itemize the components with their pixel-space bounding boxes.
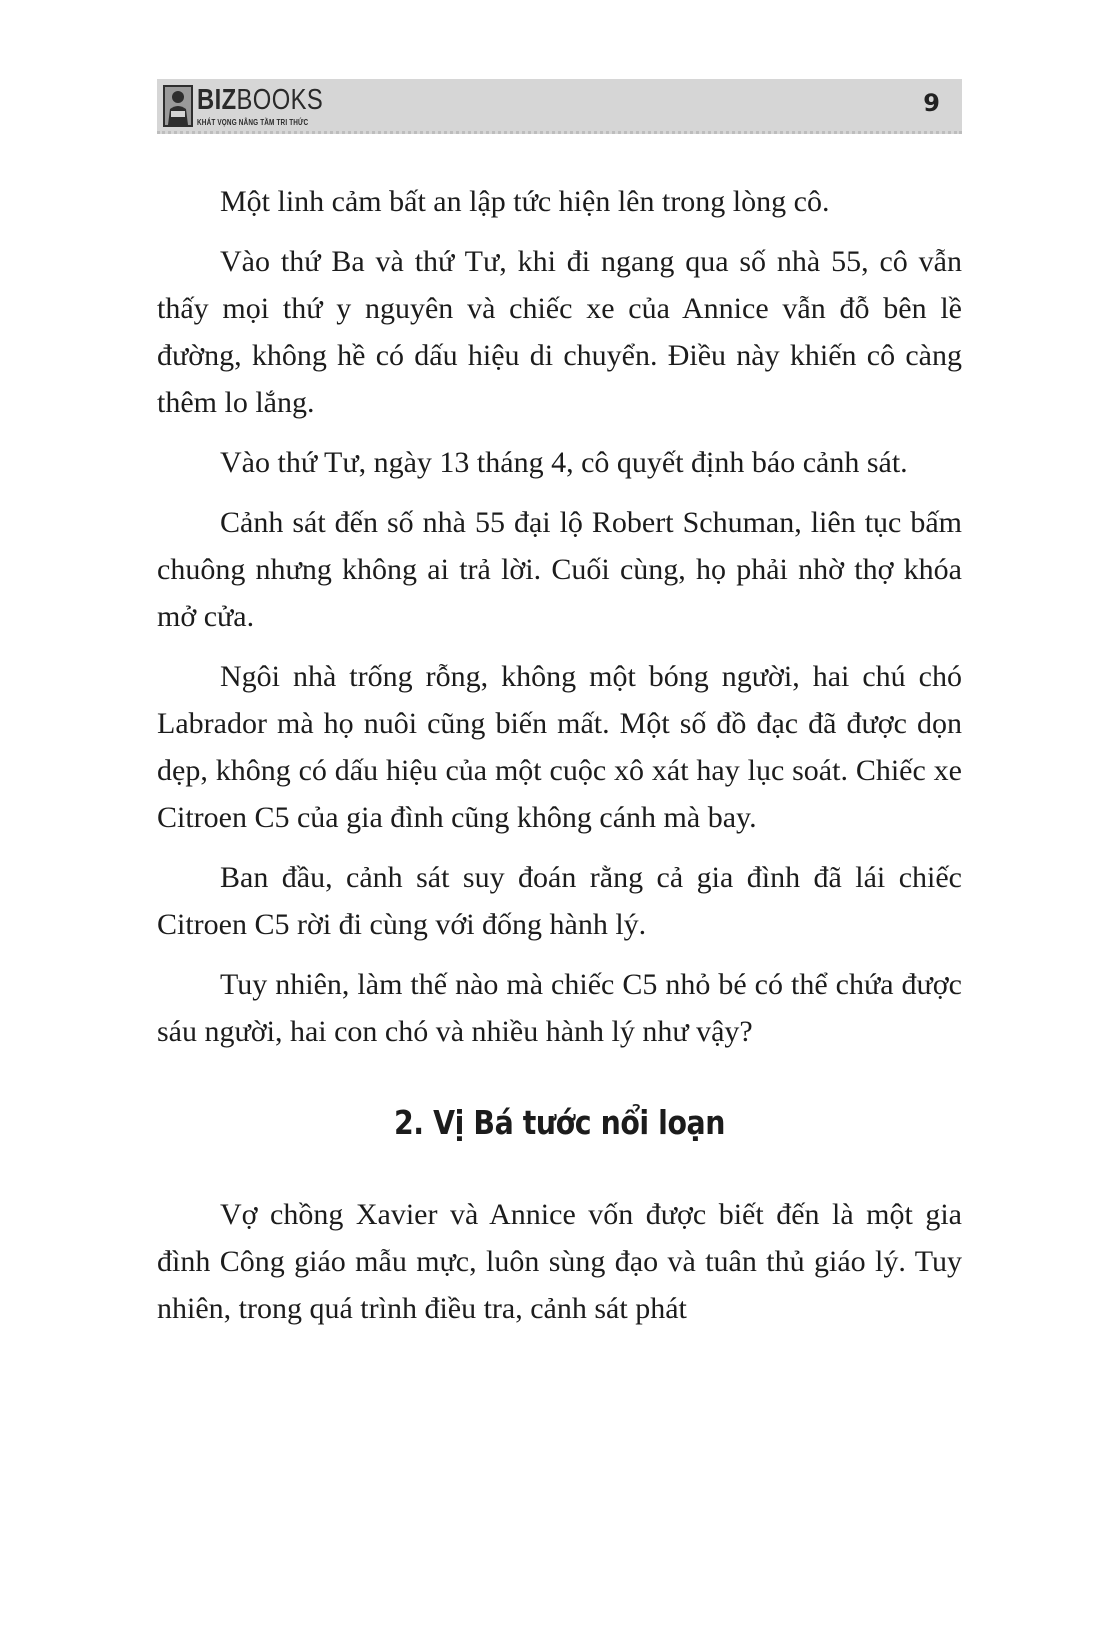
body-paragraph: Ngôi nhà trống rỗng, không một bóng người, hai chú chó Labrador mà họ nuôi cũng biến mất. Một số đồ đạc đã được dọn dẹp, không có dấu hiệu của một cuộc xô xát hay lục soát. Chiếc xe Citroen C5 của gia đình cũng không cánh mà bay. xyxy=(157,660,962,834)
publisher-logo xyxy=(163,85,351,127)
page-number: 9 xyxy=(923,89,940,117)
body-paragraph: Ban đầu, cảnh sát suy đoán rằng cả gia đình đã lái chiếc Citroen C5 rời đi cùng với đống hành lý. xyxy=(157,861,962,941)
page-body xyxy=(157,178,962,1345)
body-paragraph: Vào thứ Ba và thứ Tư, khi đi ngang qua số nhà 55, cô vẫn thấy mọi thứ y nguyên và chiếc xe của Annice vẫn đỗ bên lề đường, không hề có dấu hiệu di chuyển. Điều này khiến cô càng thêm lo lắng. xyxy=(157,245,962,419)
body-paragraph: Vợ chồng Xavier và Annice vốn được biết đến là một gia đình Công giáo mẫu mực, luôn sùng đạo và tuân thủ giáo lý. Tuy nhiên, trong quá trình điều tra, cảnh sát phát xyxy=(157,1198,962,1325)
reader-silhouette-icon xyxy=(163,85,193,127)
body-paragraph: Một linh cảm bất an lập tức hiện lên trong lòng cô. xyxy=(220,185,830,218)
body-paragraph: Tuy nhiên, làm thế nào mà chiếc C5 nhỏ bé có thể chứa được sáu người, hai con chó và nhiều hành lý như vậy? xyxy=(157,968,962,1048)
section-heading: 2. Vị Bá tước nổi loạn xyxy=(393,1103,726,1142)
brand-name xyxy=(197,85,323,115)
brand-light: BOOKS xyxy=(236,84,324,116)
brand-tagline: KHÁT VỌNG NÂNG TẦM TRI THỨC xyxy=(197,118,309,127)
body-paragraph: Cảnh sát đến số nhà 55 đại lộ Robert Schuman, liên tục bấm chuông nhưng không ai trả lời. Cuối cùng, họ phải nhờ thợ khóa mở cửa. xyxy=(157,506,962,633)
body-paragraph: Vào thứ Tư, ngày 13 tháng 4, cô quyết định báo cảnh sát. xyxy=(220,446,908,479)
brand-bold: BIZ xyxy=(197,84,237,116)
running-header xyxy=(157,79,962,134)
